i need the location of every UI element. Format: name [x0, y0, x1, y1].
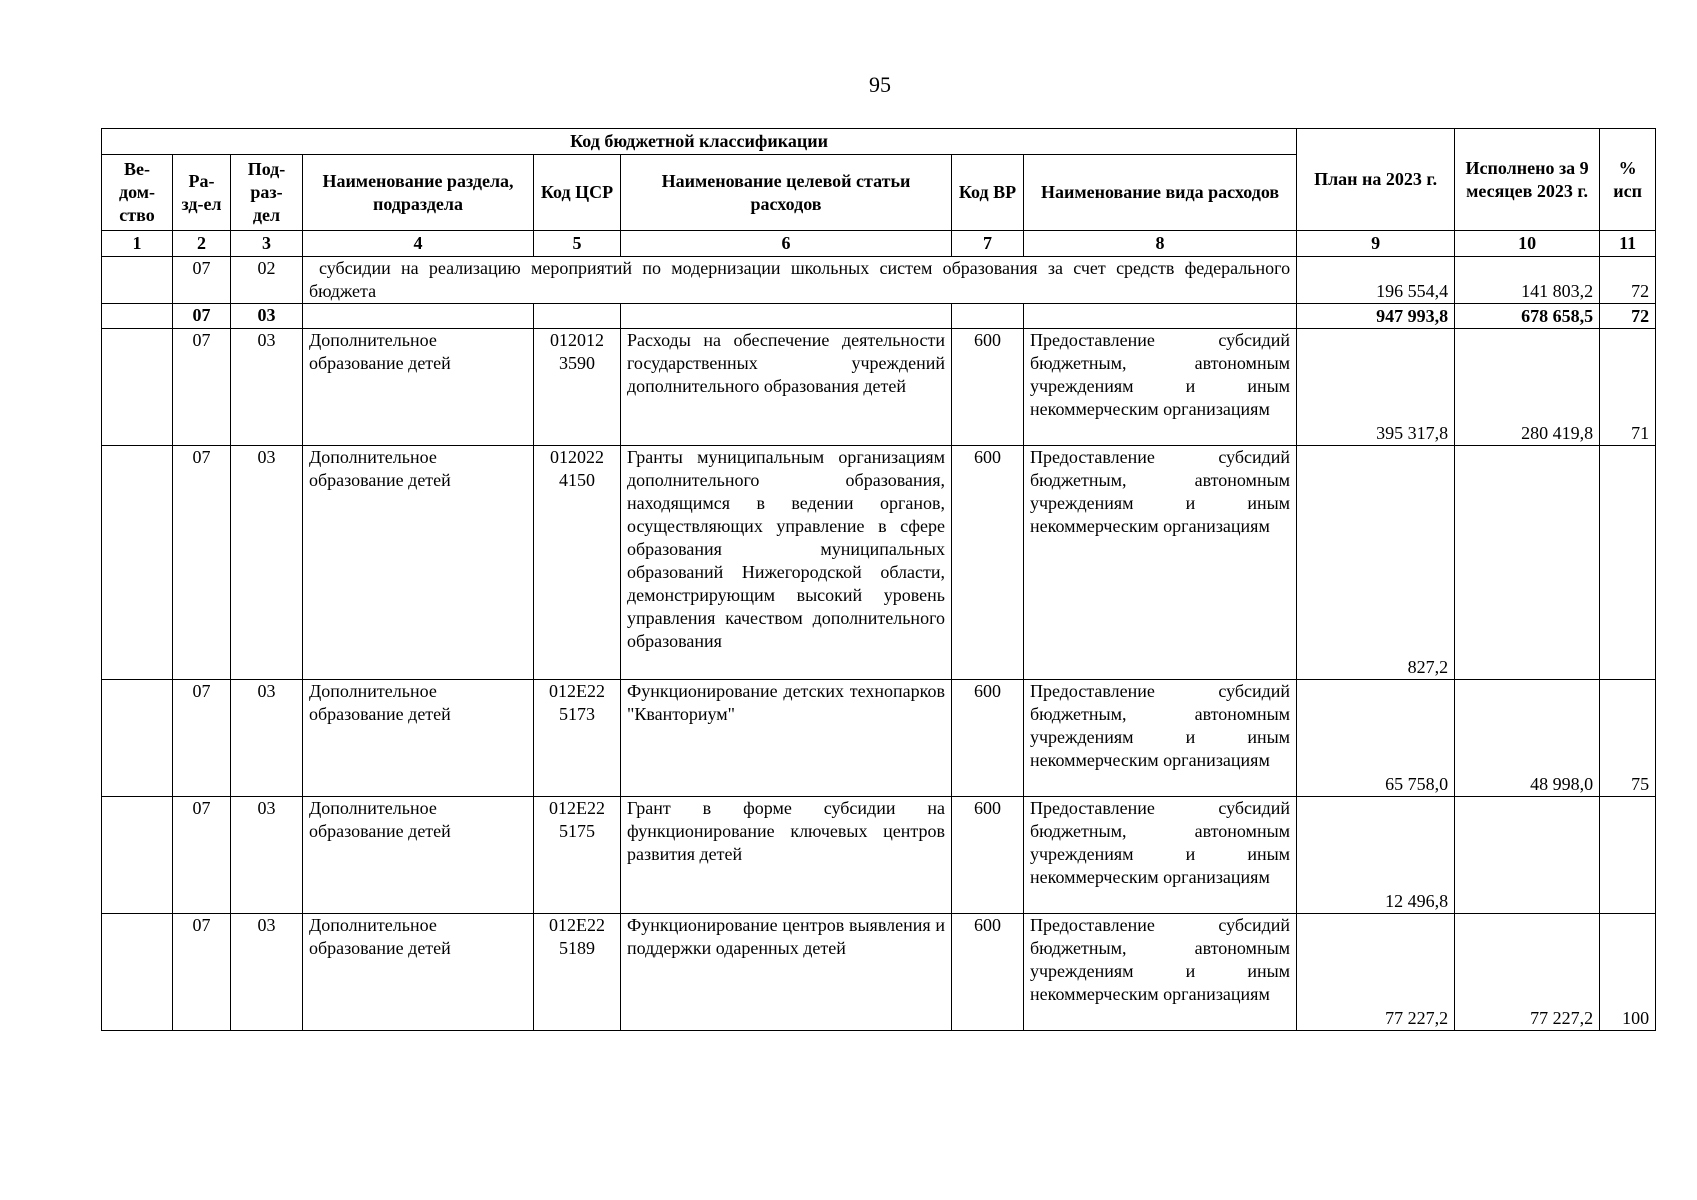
cell-code-csr: 012012 3590 [534, 329, 621, 446]
cell-executed: 678 658,5 [1455, 304, 1600, 329]
cell-razdel: 07 [173, 914, 231, 1031]
cell-plan: 12 496,8 [1297, 797, 1455, 914]
cell-code-csr [534, 304, 621, 329]
column-number: 10 [1455, 231, 1600, 257]
column-number: 8 [1024, 231, 1297, 257]
header-row-group [102, 129, 1656, 155]
cell-code-vr: 600 [952, 329, 1024, 446]
cell-executed [1455, 797, 1600, 914]
table-row [102, 446, 1656, 680]
cell-razdel: 07 [173, 797, 231, 914]
header-code-csr: Код ЦСР [534, 155, 621, 231]
cell-plan: 395 317,8 [1297, 329, 1455, 446]
column-number: 7 [952, 231, 1024, 257]
cell-percent [1600, 446, 1656, 680]
cell-name-vr: Предоставление субсидий бюджетным, автономным учреждениям и иным некоммерческим организациям [1024, 329, 1297, 446]
column-number: 4 [303, 231, 534, 257]
header-name-vr: Наименование вида расходов [1024, 155, 1297, 231]
cell-name-target: Функционирование центров выявления и поддержки одаренных детей [621, 914, 952, 1031]
budget-table [101, 128, 1656, 1031]
cell-plan: 947 993,8 [1297, 304, 1455, 329]
cell-code-csr: 012E22 5189 [534, 914, 621, 1031]
cell-percent: 71 [1600, 329, 1656, 446]
cell-percent: 75 [1600, 680, 1656, 797]
column-number: 11 [1600, 231, 1656, 257]
cell-executed: 48 998,0 [1455, 680, 1600, 797]
cell-podrazdel: 03 [231, 304, 303, 329]
cell-executed: 141 803,2 [1455, 257, 1600, 304]
cell-name-section: Дополнительное образование детей [303, 797, 534, 914]
cell-percent: 100 [1600, 914, 1656, 1031]
column-number: 1 [102, 231, 173, 257]
cell-code-vr: 600 [952, 797, 1024, 914]
cell-podrazdel: 03 [231, 797, 303, 914]
header-razdel: Ра-зд-ел [173, 155, 231, 231]
cell-name-vr [1024, 304, 1297, 329]
cell-podrazdel: 03 [231, 680, 303, 797]
column-number: 3 [231, 231, 303, 257]
table-row [102, 797, 1656, 914]
cell-code-csr: 012E22 5175 [534, 797, 621, 914]
cell-ved [102, 914, 173, 1031]
cell-ved [102, 680, 173, 797]
cell-code-csr: 012022 4150 [534, 446, 621, 680]
cell-podrazdel: 03 [231, 329, 303, 446]
cell-ved [102, 797, 173, 914]
column-number: 2 [173, 231, 231, 257]
column-number: 9 [1297, 231, 1455, 257]
cell-razdel: 07 [173, 257, 231, 304]
cell-code-csr: 012E22 5173 [534, 680, 621, 797]
table-row [102, 914, 1656, 1031]
cell-ved [102, 329, 173, 446]
header-name-target: Наименование целевой статьи расходов [621, 155, 952, 231]
table-row-total [102, 304, 1656, 329]
cell-code-vr: 600 [952, 446, 1024, 680]
cell-plan: 827,2 [1297, 446, 1455, 680]
cell-name-section: Дополнительное образование детей [303, 329, 534, 446]
cell-code-vr [952, 304, 1024, 329]
column-number: 6 [621, 231, 952, 257]
cell-name-vr: Предоставление субсидий бюджетным, автономным учреждениям и иным некоммерческим организациям [1024, 914, 1297, 1031]
header-budget-code: Код бюджетной классификации [102, 129, 1297, 155]
table-row [102, 257, 1656, 304]
cell-name-section: Дополнительное образование детей [303, 446, 534, 680]
header-ved: Ве-дом-ство [102, 155, 173, 231]
cell-executed [1455, 446, 1600, 680]
cell-executed: 280 419,8 [1455, 329, 1600, 446]
header-percent: % исп [1600, 129, 1656, 231]
header-podrazdel: Под-раз-дел [231, 155, 303, 231]
cell-ved [102, 257, 173, 304]
page-number: 95 [869, 72, 891, 97]
cell-name-section [303, 304, 534, 329]
column-number: 5 [534, 231, 621, 257]
header-executed: Исполнено за 9 месяцев 2023 г. [1455, 129, 1600, 231]
cell-podrazdel: 03 [231, 914, 303, 1031]
cell-name-section: Дополнительное образование детей [303, 680, 534, 797]
cell-percent [1600, 797, 1656, 914]
cell-podrazdel: 03 [231, 446, 303, 680]
cell-razdel: 07 [173, 329, 231, 446]
cell-name-target: Грант в форме субсидии на функционирование ключевых центров развития детей [621, 797, 952, 914]
column-number-row [102, 231, 1656, 257]
cell-ved [102, 304, 173, 329]
cell-name-section: Дополнительное образование детей [303, 914, 534, 1031]
cell-podrazdel: 02 [231, 257, 303, 304]
cell-ved [102, 446, 173, 680]
cell-name-vr: Предоставление субсидий бюджетным, автономным учреждениям и иным некоммерческим организациям [1024, 680, 1297, 797]
cell-code-vr: 600 [952, 914, 1024, 1031]
cell-merged-description: субсидии на реализацию мероприятий по модернизации школьных систем образования за счет средств федерального бюджета [303, 257, 1297, 304]
cell-plan: 196 554,4 [1297, 257, 1455, 304]
cell-name-vr: Предоставление субсидий бюджетным, автономным учреждениям и иным некоммерческим организациям [1024, 797, 1297, 914]
cell-executed: 77 227,2 [1455, 914, 1600, 1031]
cell-name-target [621, 304, 952, 329]
cell-name-vr: Предоставление субсидий бюджетным, автономным учреждениям и иным некоммерческим организациям [1024, 446, 1297, 680]
cell-name-target: Расходы на обеспечение деятельности государственных учреждений дополнительного образования детей [621, 329, 952, 446]
cell-name-target: Гранты муниципальным организациям дополнительного образования, находящимся в ведении органов, осуществляющих управление в сфере образования муниципальных образований Нижегородской области, демонстрирующим высокий уровень управления качеством дополнительного образования [621, 446, 952, 680]
cell-razdel: 07 [173, 304, 231, 329]
header-code-vr: Код ВР [952, 155, 1024, 231]
header-plan: План на 2023 г. [1297, 129, 1455, 231]
cell-razdel: 07 [173, 680, 231, 797]
cell-percent: 72 [1600, 304, 1656, 329]
cell-razdel: 07 [173, 446, 231, 680]
cell-code-vr: 600 [952, 680, 1024, 797]
cell-plan: 65 758,0 [1297, 680, 1455, 797]
table-row [102, 680, 1656, 797]
header-name-section: Наименование раздела, подраздела [303, 155, 534, 231]
table-row [102, 329, 1656, 446]
cell-name-target: Функционирование детских технопарков "Кванториум" [621, 680, 952, 797]
cell-plan: 77 227,2 [1297, 914, 1455, 1031]
cell-percent: 72 [1600, 257, 1656, 304]
